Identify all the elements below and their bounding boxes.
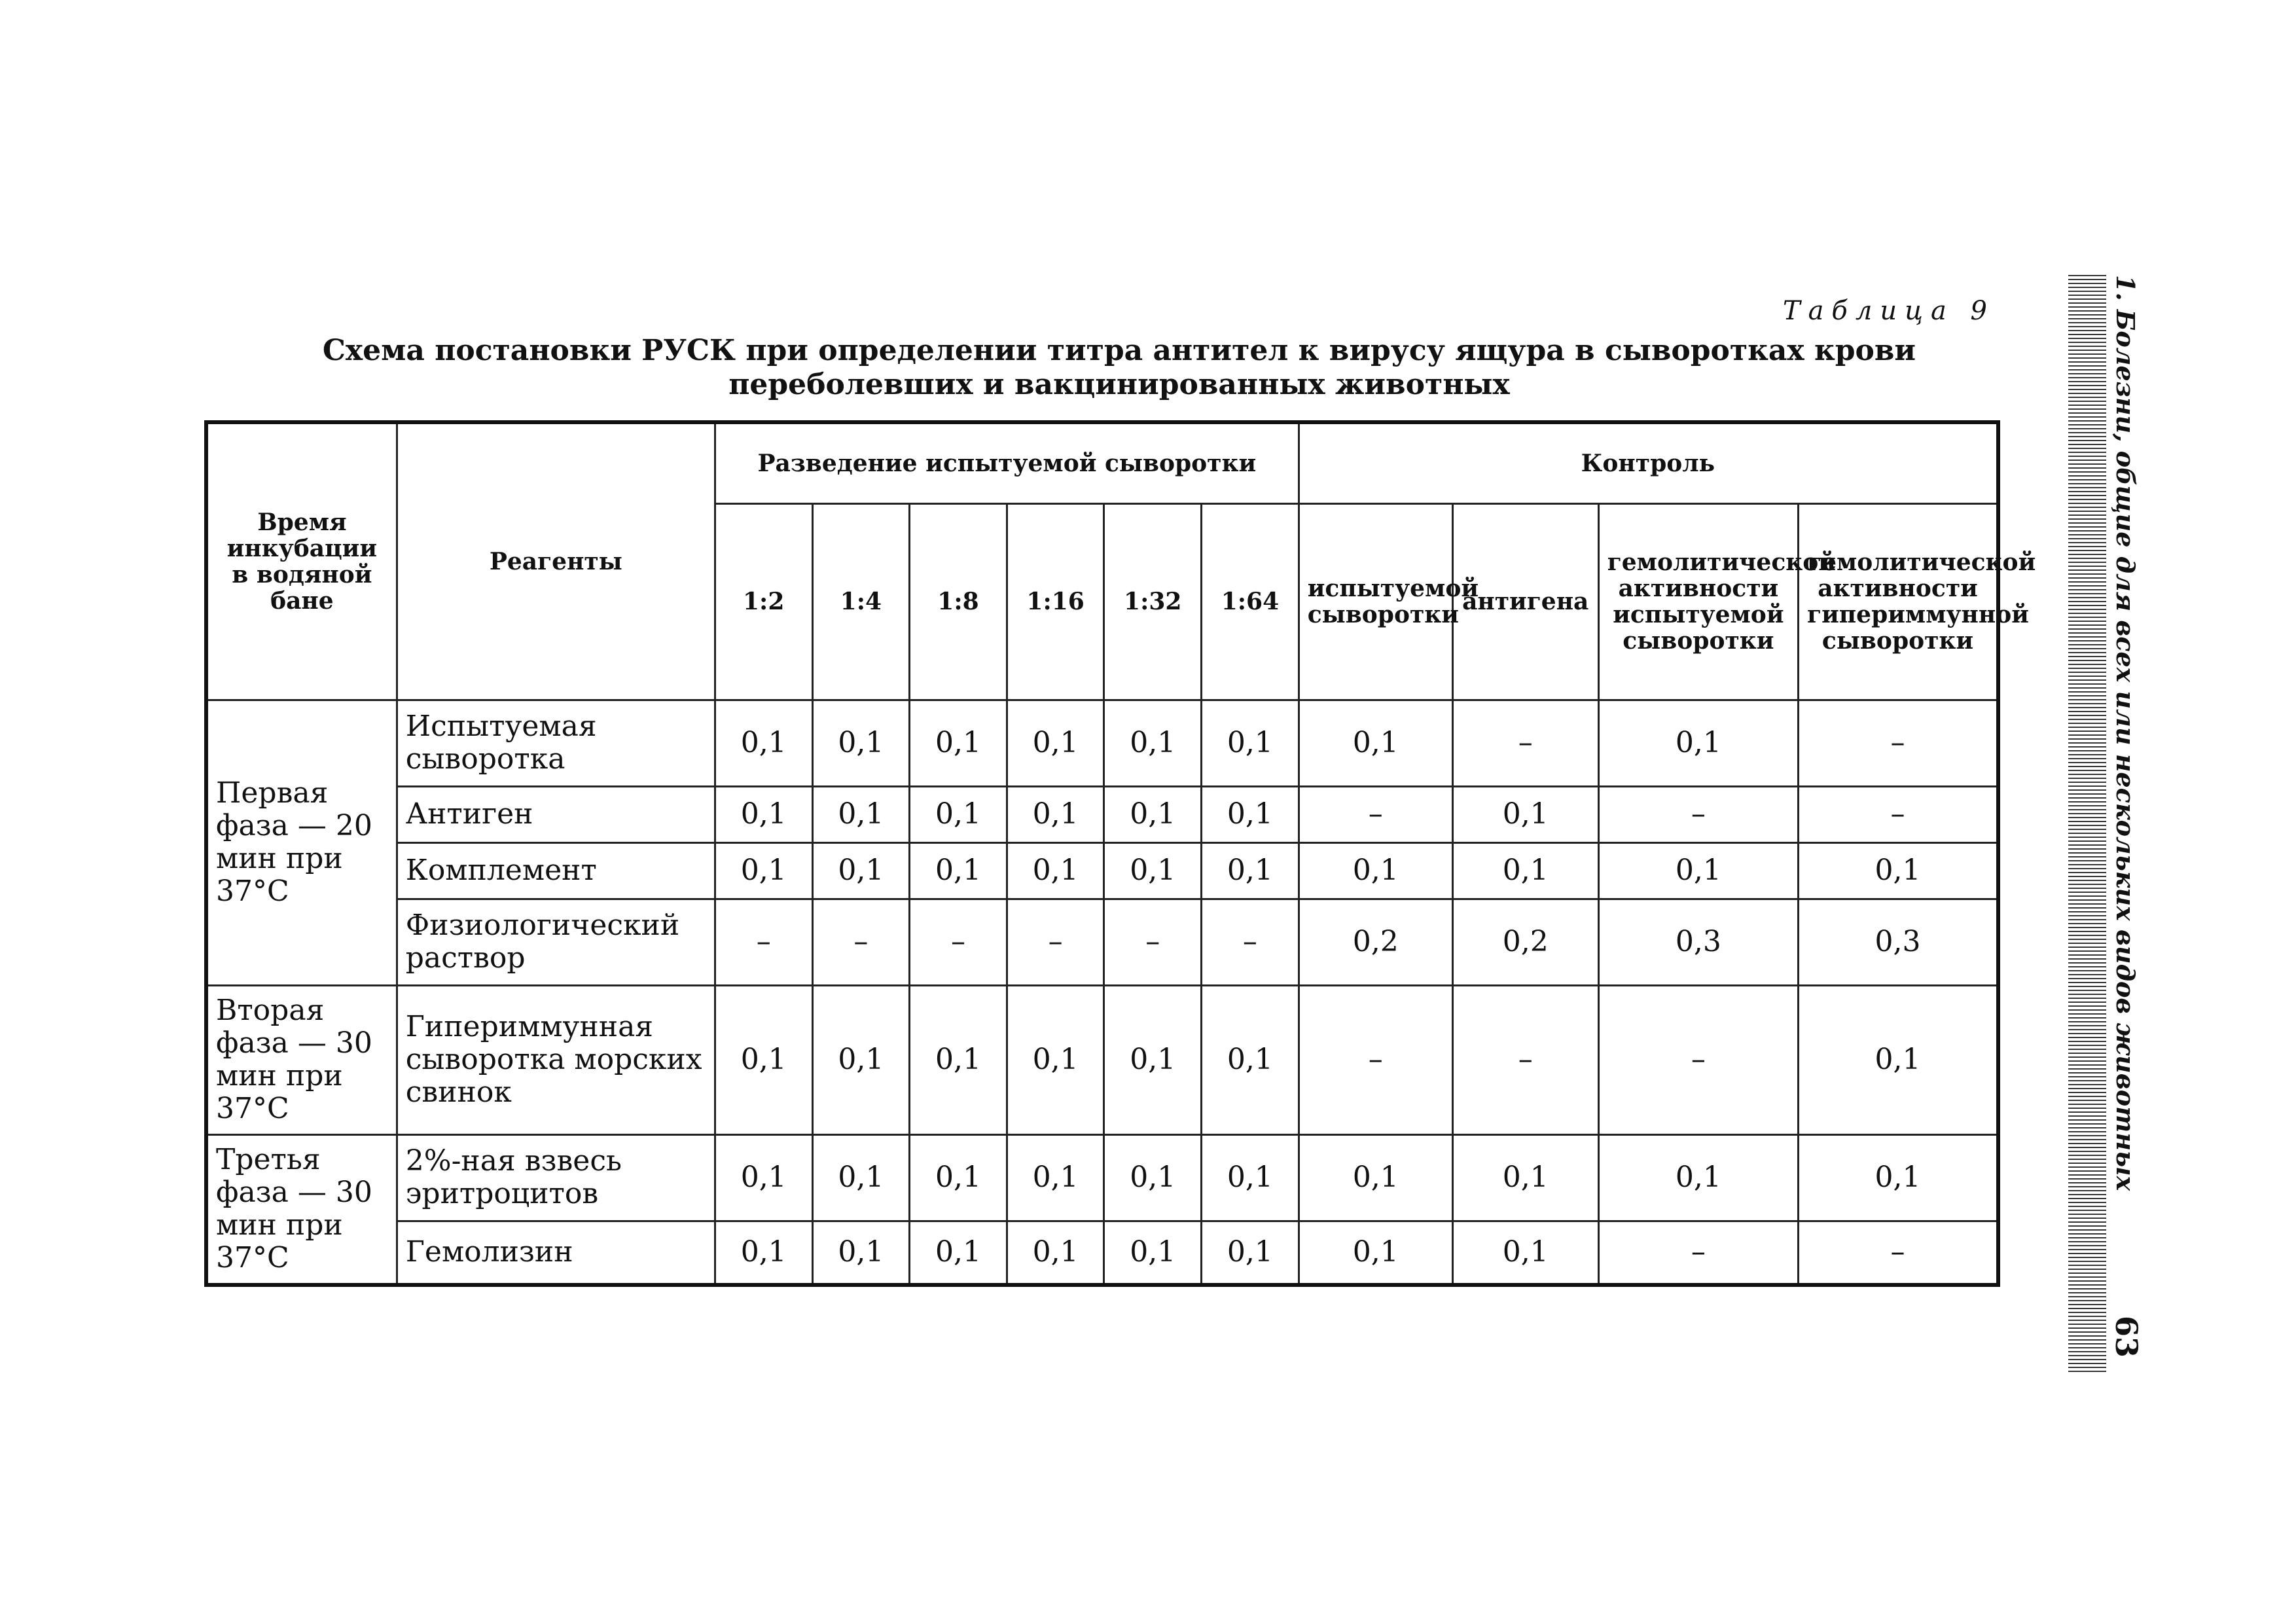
value-cell: 0,1	[1104, 1221, 1202, 1285]
value-cell: 0,1	[715, 786, 812, 842]
value-cell: 0,1	[715, 842, 812, 899]
value-cell: 0,1	[1299, 1221, 1452, 1285]
table-row	[206, 842, 1998, 899]
value-cell: –	[1598, 1221, 1798, 1285]
header-dilution-1-4: 1:4	[812, 503, 910, 700]
header-control: Контроль	[1299, 422, 1998, 503]
value-cell: –	[1299, 985, 1452, 1134]
value-cell: 0,1	[1202, 842, 1299, 899]
value-cell: 0,1	[910, 842, 1007, 899]
header-control-antigen: антигена	[1452, 503, 1598, 700]
value-cell: 0,1	[715, 985, 812, 1134]
value-cell: 0,1	[1104, 1134, 1202, 1221]
header-control-hemolytic-test: гемолитической активности испытуемой сыворотки	[1598, 503, 1798, 700]
value-cell: –	[1202, 899, 1299, 985]
value-cell: 0,1	[1202, 700, 1299, 786]
reagent-cell: 2%-ная взвесь эритроцитов	[397, 1134, 715, 1221]
value-cell: 0,1	[812, 786, 910, 842]
value-cell: 0,1	[1007, 700, 1104, 786]
value-cell: 0,1	[1299, 1134, 1452, 1221]
reagent-cell: Гемолизин	[397, 1221, 715, 1285]
value-cell: 0,1	[910, 700, 1007, 786]
value-cell: 0,1	[1202, 1134, 1299, 1221]
value-cell: 0,1	[910, 985, 1007, 1134]
value-cell: 0,1	[910, 1134, 1007, 1221]
value-cell: –	[1799, 700, 1998, 786]
value-cell: 0,1	[1007, 1221, 1104, 1285]
table-title: Схема постановки РУСК при определении титра антител к вирусу ящура в сыворотках крови переболевших и вакцинированных животных	[322, 334, 1916, 401]
header-dilution-1-64: 1:64	[1202, 503, 1299, 700]
value-cell: –	[910, 899, 1007, 985]
value-cell: 0,1	[1202, 985, 1299, 1134]
header-dilution-1-32: 1:32	[1104, 503, 1202, 700]
data-table	[204, 420, 2036, 1287]
value-cell: 0,1	[1452, 1134, 1598, 1221]
value-cell: 0,1	[1598, 842, 1798, 899]
value-cell: 0,2	[1299, 899, 1452, 985]
value-cell: 0,1	[812, 1134, 910, 1221]
value-cell: 0,1	[1299, 700, 1452, 786]
value-cell: 0,1	[1452, 786, 1598, 842]
value-cell: 0,1	[715, 1221, 812, 1285]
header-reagents: Реагенты	[397, 422, 715, 700]
header-dilution-1-2: 1:2	[715, 503, 812, 700]
phase-3: Третья фаза — 30 мин при 37°С	[206, 1134, 397, 1285]
value-cell: 0,1	[910, 1221, 1007, 1285]
value-cell: 0,1	[1799, 985, 1998, 1134]
value-cell: 0,1	[1104, 842, 1202, 899]
header-control-serum: испытуемой сыворотки	[1299, 503, 1452, 700]
value-cell: 0,1	[812, 842, 910, 899]
value-cell: 0,1	[1104, 786, 1202, 842]
header-time: Время инкубации в водяной бане	[206, 422, 397, 700]
value-cell: 0,1	[1202, 1221, 1299, 1285]
reagent-cell: Антиген	[397, 786, 715, 842]
value-cell: 0,1	[1598, 700, 1798, 786]
value-cell: –	[812, 899, 910, 985]
value-cell: 0,1	[1598, 1134, 1798, 1221]
value-cell: –	[1007, 899, 1104, 985]
table-row	[206, 1134, 1998, 1221]
value-cell: 0,2	[1452, 899, 1598, 985]
value-cell: 0,1	[1007, 842, 1104, 899]
header-dilution: Разведение испытуемой сыворотки	[715, 422, 1299, 503]
value-cell: –	[1452, 985, 1598, 1134]
value-cell: 0,3	[1598, 899, 1798, 985]
value-cell: –	[1598, 786, 1798, 842]
table-label: Таблица 9	[1782, 296, 1995, 326]
value-cell: 0,1	[1104, 985, 1202, 1134]
value-cell: 0,1	[1202, 786, 1299, 842]
table-row	[206, 985, 1998, 1134]
value-cell: 0,1	[910, 786, 1007, 842]
value-cell: –	[715, 899, 812, 985]
value-cell: 0,1	[1104, 700, 1202, 786]
value-cell: 0,1	[1007, 985, 1104, 1134]
value-cell: 0,1	[715, 1134, 812, 1221]
value-cell: 0,1	[1007, 1134, 1104, 1221]
value-cell: –	[1452, 700, 1598, 786]
table-row	[206, 700, 1998, 786]
value-cell: 0,1	[812, 1221, 910, 1285]
value-cell: 0,1	[812, 985, 910, 1134]
reagent-cell: Испытуемая сыворотка	[397, 700, 715, 786]
value-cell: 0,1	[1452, 842, 1598, 899]
value-cell: –	[1799, 786, 1998, 842]
value-cell: 0,1	[1799, 842, 1998, 899]
value-cell: 0,1	[1299, 842, 1452, 899]
value-cell: 0,3	[1799, 899, 1998, 985]
value-cell: –	[1104, 899, 1202, 985]
reagent-cell: Физиологический раствор	[397, 899, 715, 985]
side-border-pattern	[2068, 275, 2106, 1375]
value-cell: 0,1	[715, 700, 812, 786]
value-cell: –	[1598, 985, 1798, 1134]
value-cell: 0,1	[1452, 1221, 1598, 1285]
table-row	[206, 1221, 1998, 1285]
phase-2: Вторая фаза — 30 мин при 37°С	[206, 985, 397, 1134]
value-cell: 0,1	[1799, 1134, 1998, 1221]
reagent-cell: Комплемент	[397, 842, 715, 899]
page-number: 63	[2109, 1316, 2144, 1358]
header-dilution-1-16: 1:16	[1007, 503, 1104, 700]
value-cell: 0,1	[1007, 786, 1104, 842]
header-control-hemolytic-hyperimmune: гемолитической активности гипериммунной сыворотки	[1799, 503, 1998, 700]
value-cell: –	[1299, 786, 1452, 842]
phase-1: Первая фаза — 20 мин при 37°С	[206, 700, 397, 985]
running-header: 1. Болезни, общие для всех или нескольких видов животных	[2111, 275, 2140, 1191]
value-cell: –	[1799, 1221, 1998, 1285]
table-row	[206, 786, 1998, 842]
table-row	[206, 899, 1998, 985]
reagent-cell: Гипериммунная сыворотка морских свинок	[397, 985, 715, 1134]
header-dilution-1-8: 1:8	[910, 503, 1007, 700]
value-cell: 0,1	[812, 700, 910, 786]
